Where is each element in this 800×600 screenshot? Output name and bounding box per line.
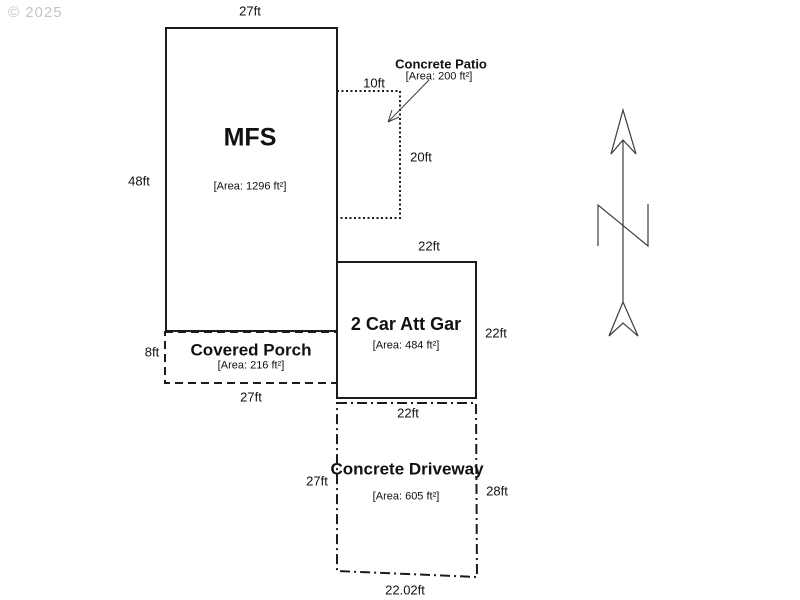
patio-area-label: [Area: 200 ft²] [405, 70, 473, 83]
mfs-outline [166, 28, 337, 331]
mfs-dim-left: 48ft [128, 173, 150, 189]
north-arrow-fletch [609, 302, 638, 336]
mfs-area-label: [Area: 1296 ft²] [213, 180, 287, 193]
copyright-watermark: © 2025 [8, 4, 63, 21]
porch-dim-left: 8ft [144, 344, 160, 360]
driveway-title: Concrete Driveway [330, 459, 484, 479]
driveway-dim-bottom: 22.02ft [385, 582, 425, 598]
patio-pointer-arrow [388, 80, 429, 122]
garage-title: 2 Car Att Gar [350, 314, 462, 334]
mfs-dim-top: 27ft [239, 3, 261, 19]
porch-title: Covered Porch [190, 340, 312, 360]
porch-dim-bottom: 27ft [240, 389, 262, 405]
garage-area-label: [Area: 484 ft²] [372, 339, 440, 352]
porch-area-label: [Area: 216 ft²] [217, 359, 285, 372]
driveway-dim-left: 27ft [306, 473, 328, 489]
driveway-dim-top: 22ft [397, 405, 419, 421]
patio-dim-right: 20ft [410, 149, 432, 165]
garage-dim-top: 22ft [418, 238, 440, 254]
mfs-title: MFS [223, 123, 277, 152]
garage-dim-right: 22ft [485, 325, 507, 341]
driveway-area-label: [Area: 605 ft²] [372, 490, 440, 503]
north-arrow [598, 110, 648, 336]
patio-dim-top: 10ft [363, 75, 385, 91]
patio-outline [337, 91, 400, 218]
driveway-dim-right: 28ft [486, 483, 508, 499]
patio-title: Concrete Patio [395, 56, 487, 72]
